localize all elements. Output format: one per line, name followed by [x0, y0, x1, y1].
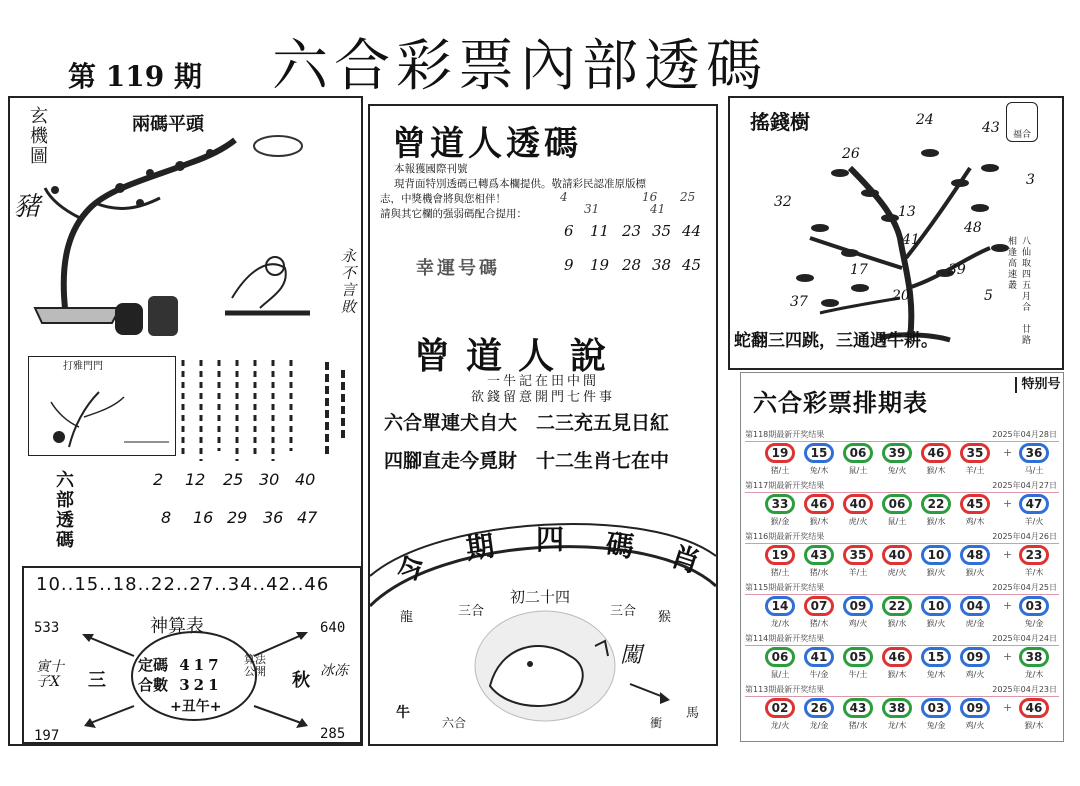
label-ma: 馬 [686, 706, 700, 721]
lottery-ball: 19 [765, 545, 795, 565]
lottery-ball: 06 [843, 443, 873, 463]
lottery-ball: 35 [843, 545, 873, 565]
number-cell: 16 [193, 508, 214, 527]
zodiac-element: 猴/火 [965, 568, 985, 577]
lottery-ball: 41 [804, 647, 834, 667]
number-cell: 40 [295, 470, 316, 489]
tree-number: 13 [898, 204, 916, 220]
lottery-ball: 46 [921, 443, 951, 463]
heshu-label: 合數 [138, 676, 169, 694]
lottery-ball: 06 [765, 647, 795, 667]
left-scribble: 寅十子X [36, 659, 64, 690]
zodiac-element: 虎/火 [887, 568, 907, 577]
special-ball: 46 [1019, 698, 1049, 718]
zodiac-element: 虎/火 [848, 517, 868, 526]
lottery-ball: 10 [921, 596, 951, 616]
lottery-ball: 43 [804, 545, 834, 565]
plus-sign: + [1003, 497, 1013, 510]
lottery-ball: 06 [882, 494, 912, 514]
lottery-ball: 43 [843, 698, 873, 718]
hand-number: 35 [652, 222, 672, 240]
left-char: 三 [88, 670, 106, 691]
zodiac-element: 羊/土 [848, 568, 868, 577]
draw-title: 第113期最新开奖结果 [745, 685, 825, 694]
poem-line-1: 一牛記在田中間 [486, 374, 599, 389]
plus-sign: + [1003, 548, 1013, 561]
tree-number: 32 [774, 194, 792, 210]
draw-title: 第114期最新开奖结果 [745, 634, 825, 643]
dingma-row [138, 654, 223, 675]
zodiac-element: 牛/金 [809, 670, 829, 679]
hand-number: 25 [680, 190, 696, 204]
shensuan-title: 神算表 [150, 616, 204, 637]
zodiac-element: 鸡/火 [965, 721, 985, 730]
pingtou-title: 兩碼平頭 [132, 114, 204, 135]
right-scribble: 冰冻 [320, 663, 348, 679]
lottery-ball: 39 [882, 443, 912, 463]
pig-character: 豬 [14, 192, 41, 222]
zodiac-element: 羊/土 [965, 466, 985, 475]
hand-number: 9 [564, 256, 574, 274]
zodiac-element: 鸡/火 [848, 619, 868, 628]
zodiac-element: 龙/木 [887, 721, 907, 730]
issue-number: 第 119 期 [68, 60, 202, 93]
formula-note: 算法公開 [244, 653, 266, 678]
tree-number: 26 [842, 146, 860, 162]
zodiac-element: 猪/土 [770, 568, 790, 577]
notice-line: 請與其它欄的强弱碼配合提用： [380, 208, 527, 220]
label-long: 龍 [400, 610, 414, 625]
zeng-dao-title: 曾道人透碼 [392, 124, 582, 164]
special-ball: 03 [1019, 596, 1049, 616]
draw-row [745, 696, 1080, 744]
special-ball: 36 [1019, 443, 1049, 463]
number-cell: 8 [161, 508, 172, 527]
tree-number: 5 [984, 288, 993, 304]
lottery-ball: 09 [843, 596, 873, 616]
draw-title: 第118期最新开奖结果 [745, 430, 825, 439]
special-zodiac-element: 马/土 [1024, 466, 1044, 475]
plus-sign: + [1003, 446, 1013, 459]
lottery-ball: 48 [960, 545, 990, 565]
tree-number: 41 [902, 232, 920, 248]
special-zodiac-element: 羊/火 [1024, 517, 1044, 526]
draw-title: 第115期最新开奖结果 [745, 583, 825, 592]
zodiac-element: 兔/木 [809, 466, 829, 475]
zodiac-element: 鼠/土 [848, 466, 868, 475]
lottery-ball: 07 [804, 596, 834, 616]
shensuan-br: 285 [320, 726, 346, 742]
hand-number: 31 [584, 202, 600, 216]
heshu-row [138, 674, 223, 695]
draw-date: 2025年04月24日 [992, 634, 1057, 643]
zodiac-element: 猪/水 [848, 721, 868, 730]
logo-caption: 福合 [1012, 130, 1031, 140]
shensuan-bl: 197 [34, 728, 60, 744]
plus-sign: + [1003, 701, 1013, 714]
hand-number: 44 [682, 222, 702, 240]
zodiac-element: 猴/木 [926, 466, 946, 475]
tree-title: 搖錢樹 [750, 110, 810, 134]
lottery-ball: 15 [804, 443, 834, 463]
lottery-ball: 33 [765, 494, 795, 514]
lottery-ball: 22 [882, 596, 912, 616]
tree-side-poem: 八仙取四五月合 廿路相逢高速叢 [1006, 236, 1030, 346]
tree-number: 24 [916, 112, 934, 128]
jin-qi-char-2: 期 [464, 529, 497, 566]
plus-sign: + [1003, 650, 1013, 663]
number-cell: 25 [223, 470, 244, 489]
zodiac-element: 兔/木 [926, 670, 946, 679]
jin-qi-char-4: 碼 [603, 527, 636, 564]
lottery-ball: 38 [882, 698, 912, 718]
zodiac-element: 猴/火 [926, 568, 946, 577]
numbers-row-1 [145, 470, 345, 494]
lottery-ball: 26 [804, 698, 834, 718]
dingma-label: 定碼 [138, 656, 169, 674]
special-ball: 38 [1019, 647, 1049, 667]
zodiac-element: 猴/木 [809, 517, 829, 526]
hand-number: 23 [622, 222, 642, 240]
shensuan-tr: 640 [320, 620, 346, 636]
hand-number: 11 [590, 222, 610, 240]
bonsai-illustration [20, 118, 350, 348]
lottery-ball: 03 [921, 698, 951, 718]
hand-number: 45 [682, 256, 702, 274]
lottery-ball: 15 [921, 647, 951, 667]
poem-main-1: 六合單連犬自大 二三充五見日紅 [384, 412, 670, 434]
lottery-ball: 04 [960, 596, 990, 616]
left-panel [8, 96, 363, 746]
vertical-script-columns [175, 356, 310, 466]
schedule-title: 六合彩票排期表 [753, 389, 928, 417]
lottery-ball: 09 [960, 698, 990, 718]
lottery-ball: 10 [921, 545, 951, 565]
hand-number: 28 [622, 256, 642, 274]
page-title: 六合彩票內部透碼 [272, 34, 768, 99]
number-cell: 12 [185, 470, 206, 489]
hand-number: 19 [590, 256, 610, 274]
zodiac-element: 猪/土 [770, 466, 790, 475]
shensuan-tl: 533 [34, 620, 60, 636]
xuanji-title: 玄機圖 [27, 106, 48, 166]
label-sanhe-left: 三合 [458, 604, 485, 619]
zodiac-element: 猴/火 [926, 619, 946, 628]
right-char: 秋 [292, 670, 310, 691]
special-zodiac-element: 龙/木 [1024, 670, 1044, 679]
zodiac-element: 龙/水 [770, 619, 790, 628]
special-zodiac-element: 羊/木 [1024, 568, 1044, 577]
notice-line: 志，中獎機會將與您相伴！ [380, 193, 506, 205]
label-sanhe-right: 三合 [610, 604, 637, 619]
zodiac-element: 猴/金 [770, 517, 790, 526]
special-badge: 特别号 [1015, 377, 1061, 393]
draw-date: 初二十四 [510, 588, 571, 606]
zodiac-element: 鼠/土 [887, 517, 907, 526]
money-tree-panel [728, 96, 1064, 370]
draw-date: 2025年04月23日 [992, 685, 1057, 694]
notice-line: 現背面特別透碼已轉爲本欄提供。敬請彩民認准原版標 [394, 178, 646, 190]
hand-number: 6 [564, 222, 574, 240]
zodiac-element: 鸡/火 [965, 670, 985, 679]
jin-qi-char-3: 四 [536, 523, 565, 556]
tree-number: 17 [850, 262, 868, 278]
jin-qi-char-5: 肖 [667, 539, 704, 580]
number-cell: 29 [227, 508, 248, 527]
notice-line: 本報獲國際刊號 [394, 163, 468, 175]
schedule-panel [740, 372, 1064, 742]
zodiac-element: 猴/木 [887, 670, 907, 679]
poem-line-2: 欲錢留意開門七件事 [470, 390, 615, 405]
tree-number: 39 [948, 262, 966, 278]
hand-row-1 [560, 190, 710, 216]
shensuan-top-numbers: 10..15..18..22..27..34..42..46 [36, 574, 330, 595]
label-chuang: 闖 [620, 643, 643, 668]
special-zodiac-element: 兔/金 [1024, 619, 1044, 628]
lottery-ball: 40 [843, 494, 873, 514]
plus-sign: + [1003, 599, 1013, 612]
lottery-ball: 45 [960, 494, 990, 514]
zodiac-element: 兔/金 [926, 721, 946, 730]
tree-number: 37 [790, 294, 808, 310]
zodiac-element: 龙/火 [770, 721, 790, 730]
zeng-dao-say: 曾道人說 [414, 335, 623, 377]
zodiac-element: 猪/水 [809, 568, 829, 577]
special-zodiac-element: 猴/木 [1024, 721, 1044, 730]
special-ball: 47 [1019, 494, 1049, 514]
poem-main-2: 四腳直走今覓財 十二生肖七在中 [384, 450, 670, 472]
tree-number: 3 [1026, 172, 1035, 188]
number-cell: 36 [263, 508, 284, 527]
side-note: 永不言敗 [339, 248, 357, 316]
vertical-script-right [315, 360, 355, 460]
tree-number: 48 [964, 220, 982, 236]
label-hou: 猴 [658, 610, 672, 625]
lottery-ball: 46 [882, 647, 912, 667]
zodiac-element: 兔/火 [887, 466, 907, 475]
zodiac-element: 牛/土 [848, 670, 868, 679]
lottery-ball: 05 [843, 647, 873, 667]
lottery-ball: 19 [765, 443, 795, 463]
zodiac-element: 鼠/土 [770, 670, 790, 679]
special-ball: 23 [1019, 545, 1049, 565]
numbers-row-2 [145, 508, 345, 532]
draw-date: 2025年04月25日 [992, 583, 1057, 592]
draw-date: 2025年04月26日 [992, 532, 1057, 541]
zodiac-element: 猪/木 [809, 619, 829, 628]
hand-number: 4 [560, 190, 568, 204]
lottery-ball: 09 [960, 647, 990, 667]
hand-number: 41 [650, 202, 666, 216]
heshu-value: 321 [179, 676, 223, 694]
hand-number: 16 [642, 190, 658, 204]
tree-number: 43 [982, 120, 1000, 136]
lottery-ball: 46 [804, 494, 834, 514]
zodiac-element: 虎/金 [965, 619, 985, 628]
menu-label: 打雅門門 [63, 361, 103, 372]
draw-title: 第116期最新开奖结果 [745, 532, 825, 541]
lottery-ball: 40 [882, 545, 912, 565]
dingma-value: 417 [179, 656, 223, 674]
lottery-ball: 35 [960, 443, 990, 463]
lottery-ball: 22 [921, 494, 951, 514]
number-cell: 2 [153, 470, 164, 489]
lottery-ball: 02 [765, 698, 795, 718]
liu-bu-tou-ma: 六部透碼 [53, 470, 74, 550]
zodiac-pair: +丑午+ [170, 699, 222, 715]
lucky-label: 幸運号碼 [416, 258, 500, 279]
small-tree-illustration [29, 367, 175, 455]
draw-date: 2025年04月27日 [992, 481, 1057, 490]
tree-slogan: 蛇翻三四跳，三通遇牛耕。 [734, 331, 938, 351]
label-niu: 牛 [396, 705, 410, 721]
draw-date: 2025年04月28日 [992, 430, 1057, 439]
label-liuhe: 六合 [442, 716, 467, 730]
shensuan-box [22, 566, 362, 744]
number-cell: 30 [259, 470, 280, 489]
zodiac-element: 猴/水 [887, 619, 907, 628]
zodiac-element: 鸡/木 [965, 517, 985, 526]
zodiac-element: 龙/金 [809, 721, 829, 730]
tree-number: 20 [892, 288, 910, 304]
label-chong: 衝 [650, 716, 663, 730]
number-cell: 47 [297, 508, 318, 527]
middle-panel [368, 104, 718, 746]
lottery-ball: 14 [765, 596, 795, 616]
draw-title: 第117期最新开奖结果 [745, 481, 825, 490]
small-drawing-frame [28, 356, 176, 456]
zodiac-element: 猴/水 [926, 517, 946, 526]
hand-number: 38 [652, 256, 672, 274]
jin-qi-char-1: 今 [391, 549, 430, 590]
